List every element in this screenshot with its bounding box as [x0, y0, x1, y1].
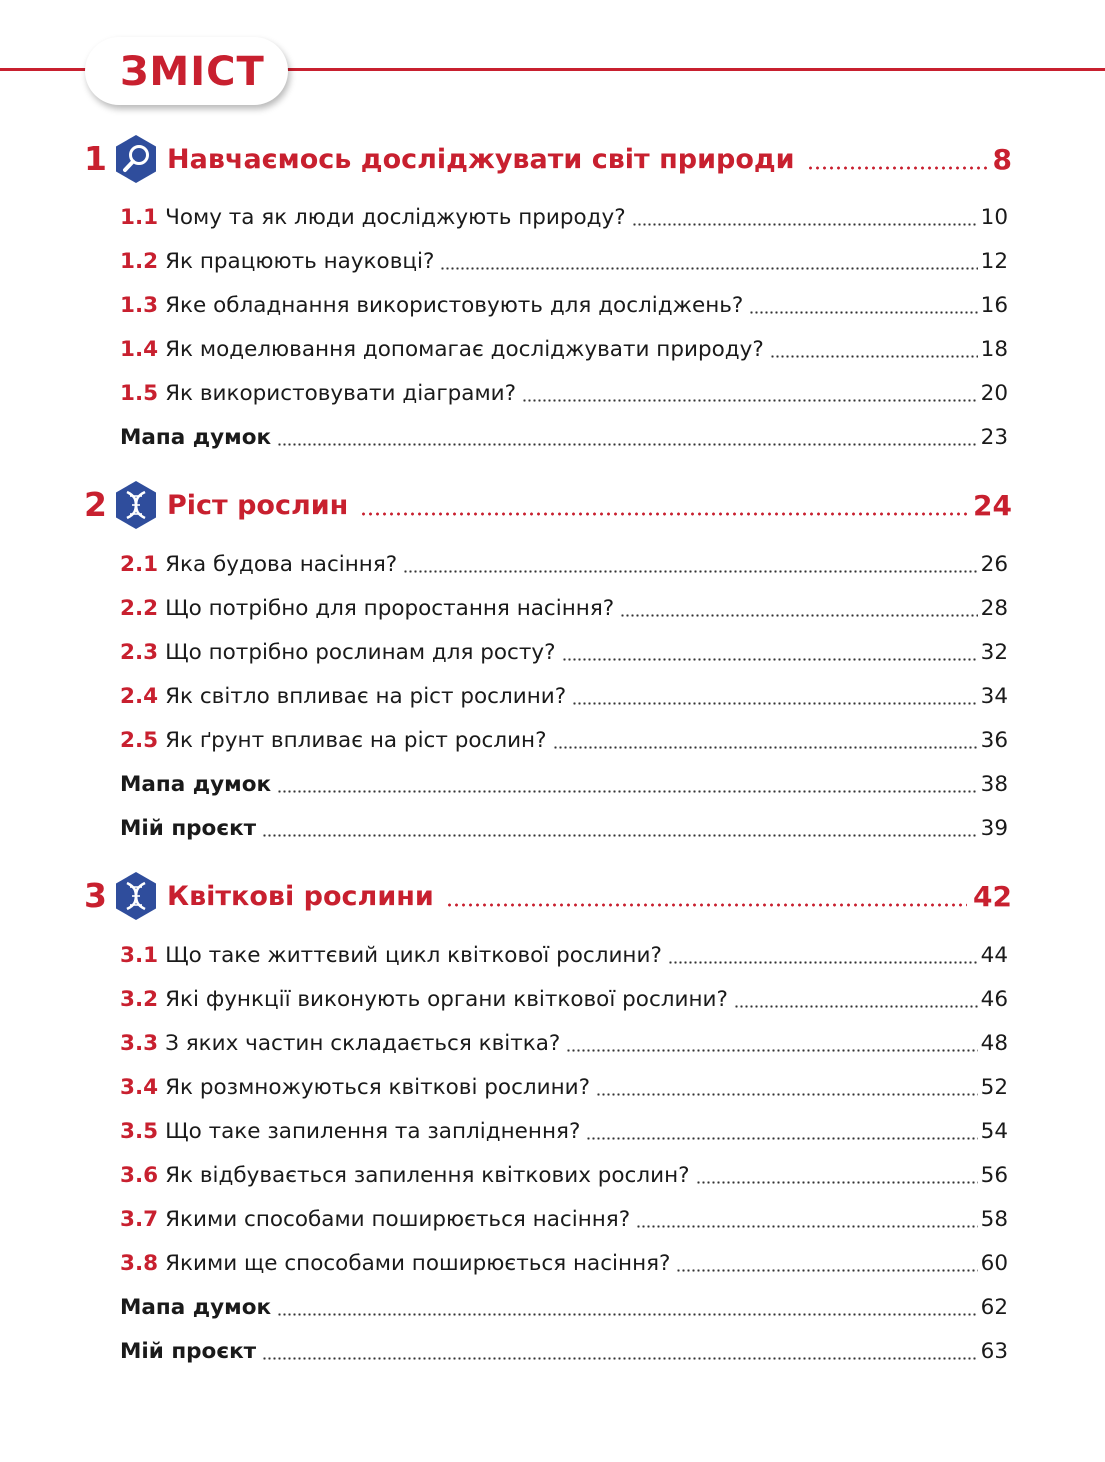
lesson-number: 1.4 — [120, 336, 159, 362]
lesson-title: Що таке життєвий цикл квіткової рослини? — [165, 942, 662, 968]
dot-leader — [262, 833, 978, 838]
lesson-title: Як моделювання допомагає досліджувати природу? — [165, 336, 764, 362]
lesson-title: Як використовувати діаграми? — [165, 380, 517, 406]
lesson-page: 28 — [980, 595, 1008, 621]
toc-entry[interactable] — [120, 244, 1008, 278]
lesson-title: Мій проєкт — [120, 815, 257, 841]
lesson-title: Мапа думок — [120, 771, 272, 797]
dot-leader — [668, 960, 978, 965]
toc-entry[interactable] — [120, 723, 1008, 757]
toc-entry[interactable] — [120, 376, 1008, 410]
lesson-page: 62 — [980, 1294, 1008, 1320]
dot-leader — [403, 569, 977, 574]
lesson-number: 1.5 — [120, 380, 159, 406]
lesson-title: Якими способами поширюється насіння? — [165, 1206, 631, 1232]
toc-entry[interactable] — [120, 938, 1008, 972]
lesson-title: Як світло впливає на ріст рослини? — [165, 683, 567, 709]
dot-leader — [277, 1312, 978, 1317]
lesson-title: Що потрібно для проростання насіння? — [165, 595, 615, 621]
lesson-title: Що потрібно рослинам для росту? — [165, 639, 556, 665]
lesson-page: 16 — [980, 292, 1008, 318]
lesson-number: 2.1 — [120, 551, 159, 577]
lesson-page: 63 — [980, 1338, 1008, 1364]
dot-leader — [596, 1092, 978, 1097]
dot-leader — [277, 789, 978, 794]
dot-leader — [553, 745, 978, 750]
toc-entry[interactable] — [120, 1114, 1008, 1148]
lesson-number: 2.3 — [120, 639, 159, 665]
chapter-number: 2 — [84, 485, 107, 524]
lesson-number: 3.1 — [120, 942, 159, 968]
dot-leader — [696, 1180, 978, 1185]
toc-entry-project[interactable] — [120, 1334, 1008, 1368]
lesson-number: 3.6 — [120, 1162, 159, 1188]
dot-leader — [566, 1048, 977, 1053]
dot-leader — [734, 1004, 978, 1009]
lesson-number: 1.3 — [120, 292, 159, 318]
lesson-page: 32 — [980, 639, 1008, 665]
dot-leader — [770, 354, 978, 359]
dot-leader — [360, 511, 967, 517]
lesson-number: 2.5 — [120, 727, 159, 753]
lesson-title: Мапа думок — [120, 1294, 272, 1320]
lesson-title: Як відбувається запилення квіткових рослин? — [165, 1162, 690, 1188]
dot-leader — [562, 657, 978, 662]
chapter-title: Ріст рослин — [167, 489, 349, 521]
lesson-title: Мій проєкт — [120, 1338, 257, 1364]
toc-entry[interactable] — [120, 200, 1008, 234]
lesson-page: 46 — [980, 986, 1008, 1012]
lesson-page: 36 — [980, 727, 1008, 753]
toc-entry-mind-map[interactable] — [120, 767, 1008, 801]
toc-entry[interactable] — [120, 1070, 1008, 1104]
lesson-number: 3.5 — [120, 1118, 159, 1144]
lesson-page: 60 — [980, 1250, 1008, 1276]
toc-entry[interactable] — [120, 1026, 1008, 1060]
chapter-title: Квіткові рослини — [167, 880, 434, 912]
lesson-title: Яке обладнання використовують для досліджень? — [165, 292, 744, 318]
dot-leader — [749, 310, 977, 315]
toc-entry[interactable] — [120, 1158, 1008, 1192]
lesson-title: Мапа думок — [120, 424, 272, 450]
dna-icon — [114, 871, 158, 921]
dot-leader — [446, 902, 967, 908]
dot-leader — [262, 1356, 978, 1361]
toc-entry[interactable] — [120, 1202, 1008, 1236]
lesson-page: 38 — [980, 771, 1008, 797]
lesson-page: 54 — [980, 1118, 1008, 1144]
dot-leader — [807, 165, 987, 171]
chapter-number: 3 — [84, 876, 107, 915]
lesson-page: 56 — [980, 1162, 1008, 1188]
chapter-page: 24 — [973, 488, 1012, 522]
dot-leader — [586, 1136, 977, 1141]
lesson-number: 2.2 — [120, 595, 159, 621]
lesson-title: Як працюють науковці? — [165, 248, 435, 274]
lesson-page: 20 — [980, 380, 1008, 406]
chapter-page: 42 — [973, 879, 1012, 913]
chapter-title: Навчаємось досліджувати світ природи — [167, 143, 795, 175]
dot-leader — [636, 1224, 977, 1229]
page-title: ЗМІСТ — [120, 49, 265, 95]
toc-entry[interactable] — [120, 982, 1008, 1016]
toc-entry[interactable] — [120, 332, 1008, 366]
toc-entry[interactable] — [120, 679, 1008, 713]
lesson-title: Що таке запилення та запліднення? — [165, 1118, 581, 1144]
lesson-page: 18 — [980, 336, 1008, 362]
dot-leader — [440, 266, 977, 271]
toc-entry[interactable] — [120, 288, 1008, 322]
lesson-page: 26 — [980, 551, 1008, 577]
lesson-page: 52 — [980, 1074, 1008, 1100]
toc-entry[interactable] — [120, 591, 1008, 625]
lesson-page: 12 — [980, 248, 1008, 274]
toc-entry-mind-map[interactable] — [120, 420, 1008, 454]
toc-entry-mind-map[interactable] — [120, 1290, 1008, 1324]
lesson-page: 10 — [980, 204, 1008, 230]
lesson-number: 3.7 — [120, 1206, 159, 1232]
lesson-title: Які функції виконують органи квіткової рослини? — [165, 986, 728, 1012]
lesson-number: 3.2 — [120, 986, 159, 1012]
dot-leader — [277, 442, 978, 447]
dot-leader — [632, 222, 978, 227]
lesson-title: Яка будова насіння? — [165, 551, 398, 577]
lesson-title: Як ґрунт впливає на ріст рослин? — [165, 727, 547, 753]
lesson-page: 58 — [980, 1206, 1008, 1232]
chapter-3-heading[interactable] — [84, 871, 1012, 921]
chapter-page: 8 — [992, 142, 1012, 176]
lesson-title: Чому та як люди досліджують природу? — [165, 204, 626, 230]
magnifier-icon — [114, 134, 158, 184]
lesson-page: 34 — [980, 683, 1008, 709]
dot-leader — [676, 1268, 977, 1273]
toc-entry[interactable] — [120, 547, 1008, 581]
lesson-title: З яких частин складається квітка? — [165, 1030, 561, 1056]
lesson-number: 3.3 — [120, 1030, 159, 1056]
lesson-number: 3.8 — [120, 1250, 159, 1276]
lesson-page: 48 — [980, 1030, 1008, 1056]
lesson-title: Якими ще способами поширюється насіння? — [165, 1250, 671, 1276]
toc-entry-project[interactable] — [120, 811, 1008, 845]
dna-icon — [114, 480, 158, 530]
chapter-number: 1 — [84, 139, 107, 178]
chapter-2-heading[interactable] — [84, 480, 1012, 530]
dot-leader — [522, 398, 978, 403]
lesson-number: 1.2 — [120, 248, 159, 274]
lesson-number: 1.1 — [120, 204, 159, 230]
lesson-title: Як розмножуються квіткові рослини? — [165, 1074, 591, 1100]
lesson-page: 23 — [980, 424, 1008, 450]
dot-leader — [572, 701, 978, 706]
toc-entry[interactable] — [120, 1246, 1008, 1280]
lesson-page: 44 — [980, 942, 1008, 968]
toc-entry[interactable] — [120, 635, 1008, 669]
lesson-number: 3.4 — [120, 1074, 159, 1100]
chapter-1-heading[interactable] — [84, 134, 1012, 184]
dot-leader — [620, 613, 977, 618]
lesson-page: 39 — [980, 815, 1008, 841]
lesson-number: 2.4 — [120, 683, 159, 709]
